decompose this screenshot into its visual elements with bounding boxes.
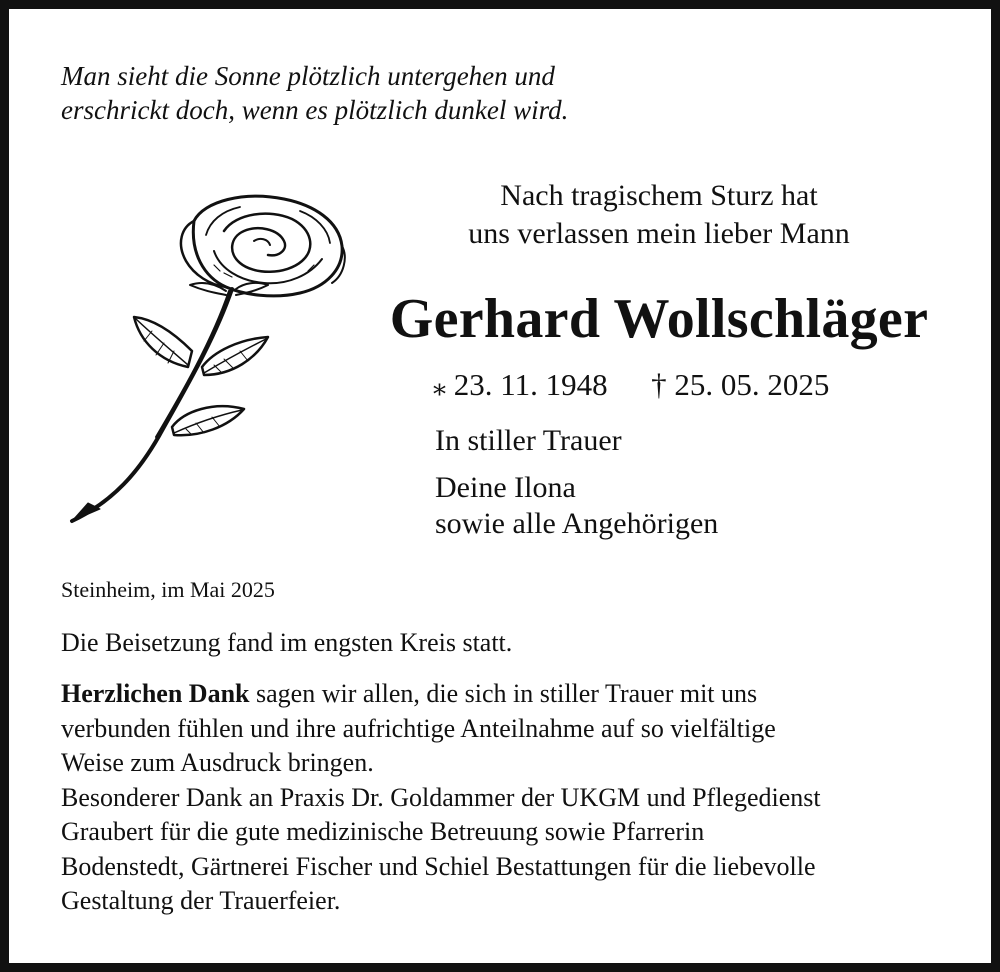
mourning-phrase: In stiller Trauer xyxy=(435,424,622,457)
place-date: Steinheim, im Mai 2025 xyxy=(61,577,275,602)
rose-icon xyxy=(64,191,354,526)
thanks-text xyxy=(61,677,981,919)
birth-star-icon: ⁎ xyxy=(433,372,446,401)
burial-note: Die Beisetzung fand im engsten Kreis statt. xyxy=(61,628,513,657)
poem-line: Man sieht die Sonne plötzlich untergehen und xyxy=(61,61,555,91)
deceased-name: Gerhard Wollschläger xyxy=(389,288,929,350)
intro-line: uns verlassen mein lieber Mann xyxy=(468,217,850,250)
birth-date: 23. 11. 1948 xyxy=(453,367,608,402)
thanks-line: Bodenstedt, Gärtnerei Fischer und Schiel Bestattungen für die liebevolle xyxy=(61,851,816,881)
thanks-line: Weise zum Ausdruck bringen. xyxy=(61,748,374,777)
intro-line: Nach tragischem Sturz hat xyxy=(500,179,818,212)
thanks-line xyxy=(61,677,981,712)
poem-quote xyxy=(61,59,568,127)
intro-text xyxy=(389,177,929,253)
thanks-lead: Herzlichen Dank xyxy=(61,679,250,708)
thanks-line: Graubert für die gute medizinische Betreuung sowie Pfarrerin xyxy=(61,817,705,846)
mourner-name: Deine Ilona xyxy=(435,471,576,504)
cross-icon: † xyxy=(651,367,667,402)
thanks-line: Gestaltung der Trauerfeier. xyxy=(61,886,341,915)
mourner-relatives: sowie alle Angehörigen xyxy=(435,507,719,540)
poem-line: erschrickt doch, wenn es plötzlich dunkel wird. xyxy=(61,95,569,125)
life-dates xyxy=(433,365,829,407)
thanks-line: verbunden fühlen und ihre aufrichtige Anteilnahme auf so vielfältige xyxy=(61,713,776,743)
thanks-line: Besonderer Dank an Praxis Dr. Goldammer der UKGM und Pflegedienst xyxy=(61,782,821,812)
death-date: 25. 05. 2025 xyxy=(674,367,830,402)
mourners-block xyxy=(435,423,718,542)
thanks-line-rest: sagen wir allen, die sich in stiller Trauer mit uns xyxy=(249,679,758,708)
